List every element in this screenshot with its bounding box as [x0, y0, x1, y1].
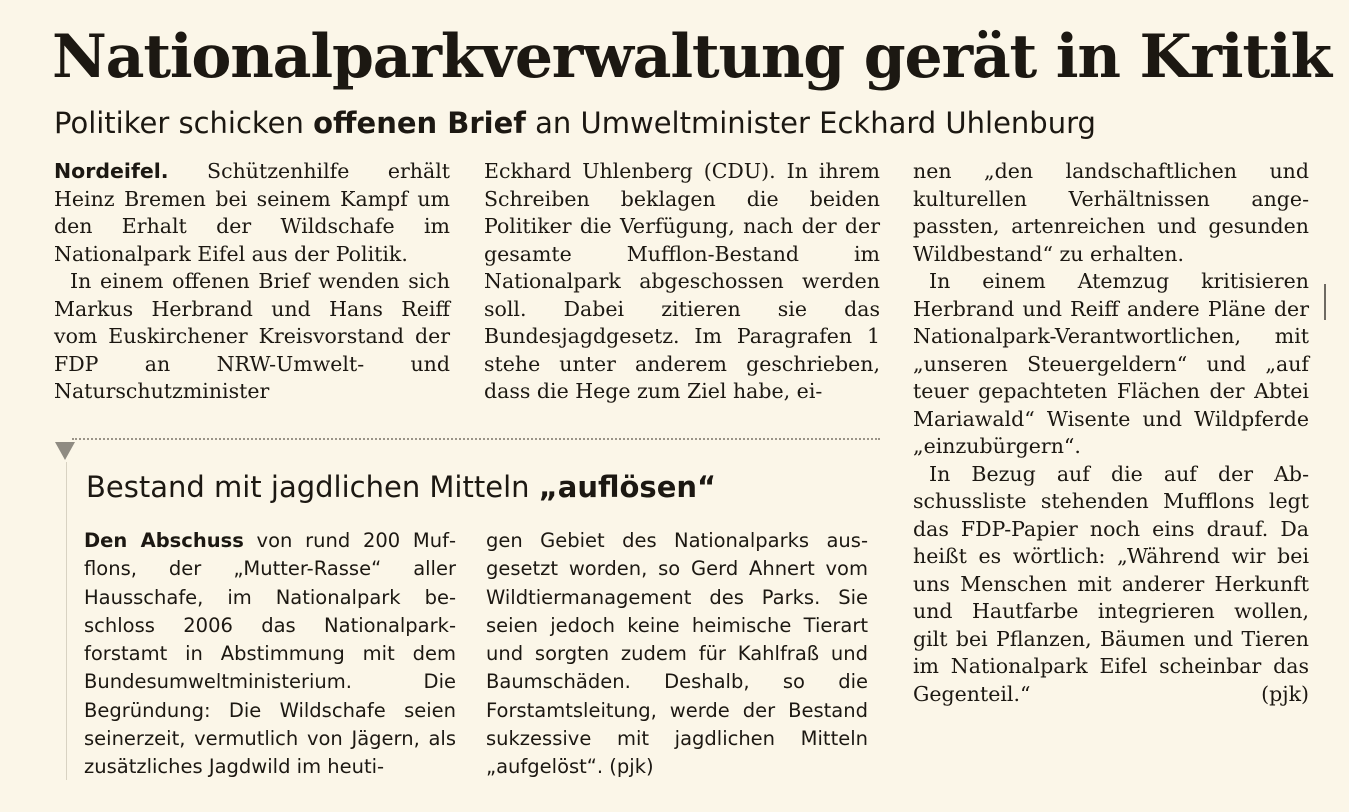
subhead-bold-text: offenen Brief	[313, 106, 526, 140]
paragraph: In einem offenen Brief wenden sich Markus Herbrand und Hans Reiff vom Euskirchener Kreisvorstand der FDP an NRW-Umwelt- und Naturschutzminister	[54, 269, 450, 403]
article-column-3	[913, 158, 1309, 708]
paragraph-text: Schützenhilfe erhält Heinz Bremen bei seinem Kampf um den Erhalt der Wildschafe im Nationalpark Eifel aus der Politik.	[54, 159, 450, 266]
article-headline: Nationalparkverwaltung gerät in Kritik	[52, 22, 1331, 92]
box-headline-text: Bestand mit jagdlichen Mitteln	[86, 470, 539, 504]
box-headline	[86, 466, 876, 508]
paragraph	[54, 158, 450, 268]
dateline: Nordeifel.	[54, 159, 169, 183]
paragraph: In einem Atemzug kritisieren Herbrand und Reiff andere Pläne der Nationalpark-Verantwortlichen, mit „unseren Steuergeldern“ und „auf teuer gepachteten Flächen der Abtei Mariawald“ Wisente und Wildpferde „einzubürgern“.	[913, 269, 1309, 458]
paragraph: nen „den landschaftlichen und kulturellen Verhältnissen angepassten, artenreichen und gesunden Wildbestand“ zu erhalten.	[913, 159, 1309, 266]
subhead-text-before: Politiker schicken	[54, 106, 314, 140]
article-column-1	[54, 158, 450, 406]
triangle-marker-icon	[55, 442, 75, 460]
box-text: von rund 200 Mufflons, der „Mutter-Rasse“ aller Hausschafe, im Nationalpark beschloss 2006 das Nationalparkforstamt in Abstimmung mit dem Bundesumweltministerium. Die Begründung: Die Wildschafe seien seinerzeit, vermutlich von Jägern, als zusätzliches Jagdwild im heuti-	[84, 529, 456, 779]
box-lead: Den Abschuss	[84, 529, 244, 552]
article-subheadline	[54, 102, 1314, 144]
box-left-rule	[66, 462, 67, 780]
subhead-text-after: an Umweltminister Eckhard Uhlenburg	[525, 106, 1096, 140]
paragraph: In Bezug auf die auf der Abschussliste stehenden Mufflons legt das FDP-Papier noch eins drauf. Da heißt es wörtlich: „Während wir bei uns Menschen mit anderer Herkunft und Hautfarbe integrieren wollen, gilt bei Pflanzen, Bäumen und Tieren im Nationalpark Eifel scheinbar das Gegenteil.“	[913, 461, 1309, 706]
scan-edge-mark	[1324, 284, 1326, 320]
box-divider	[72, 438, 880, 440]
box-text: gen Gebiet des Nationalparks ausgesetzt worden, so Gerd Ahnert vom Wildtiermanagement des Parks. Sie seien jedoch keine heimische Tierart und sorgten zudem für Kahlfraß und Baumschäden. Deshalb, so die Forstamtsleitung, werde der Bestand sukzessive mit jagdlichen Mitteln „aufgelöst“. (pjk)	[486, 529, 868, 779]
box-column-2	[486, 527, 868, 782]
box-column-1	[84, 527, 456, 782]
author-signature: (pjk)	[1261, 681, 1309, 706]
article-column-2	[484, 158, 880, 406]
paragraph: Eckhard Uhlenberg (CDU). In ihrem Schreiben beklagen die beiden Politiker die Verfügung, nach der der gesamte Mufflon-Bestand im Nationalpark abgeschossen werden soll. Dabei zitieren sie das Bundesjagdgesetz. Im Paragrafen 1 stehe unter anderem geschrieben, dass die Hege zum Ziel habe, ei-	[484, 159, 880, 403]
box-headline-bold: „auflösen“	[538, 470, 717, 504]
